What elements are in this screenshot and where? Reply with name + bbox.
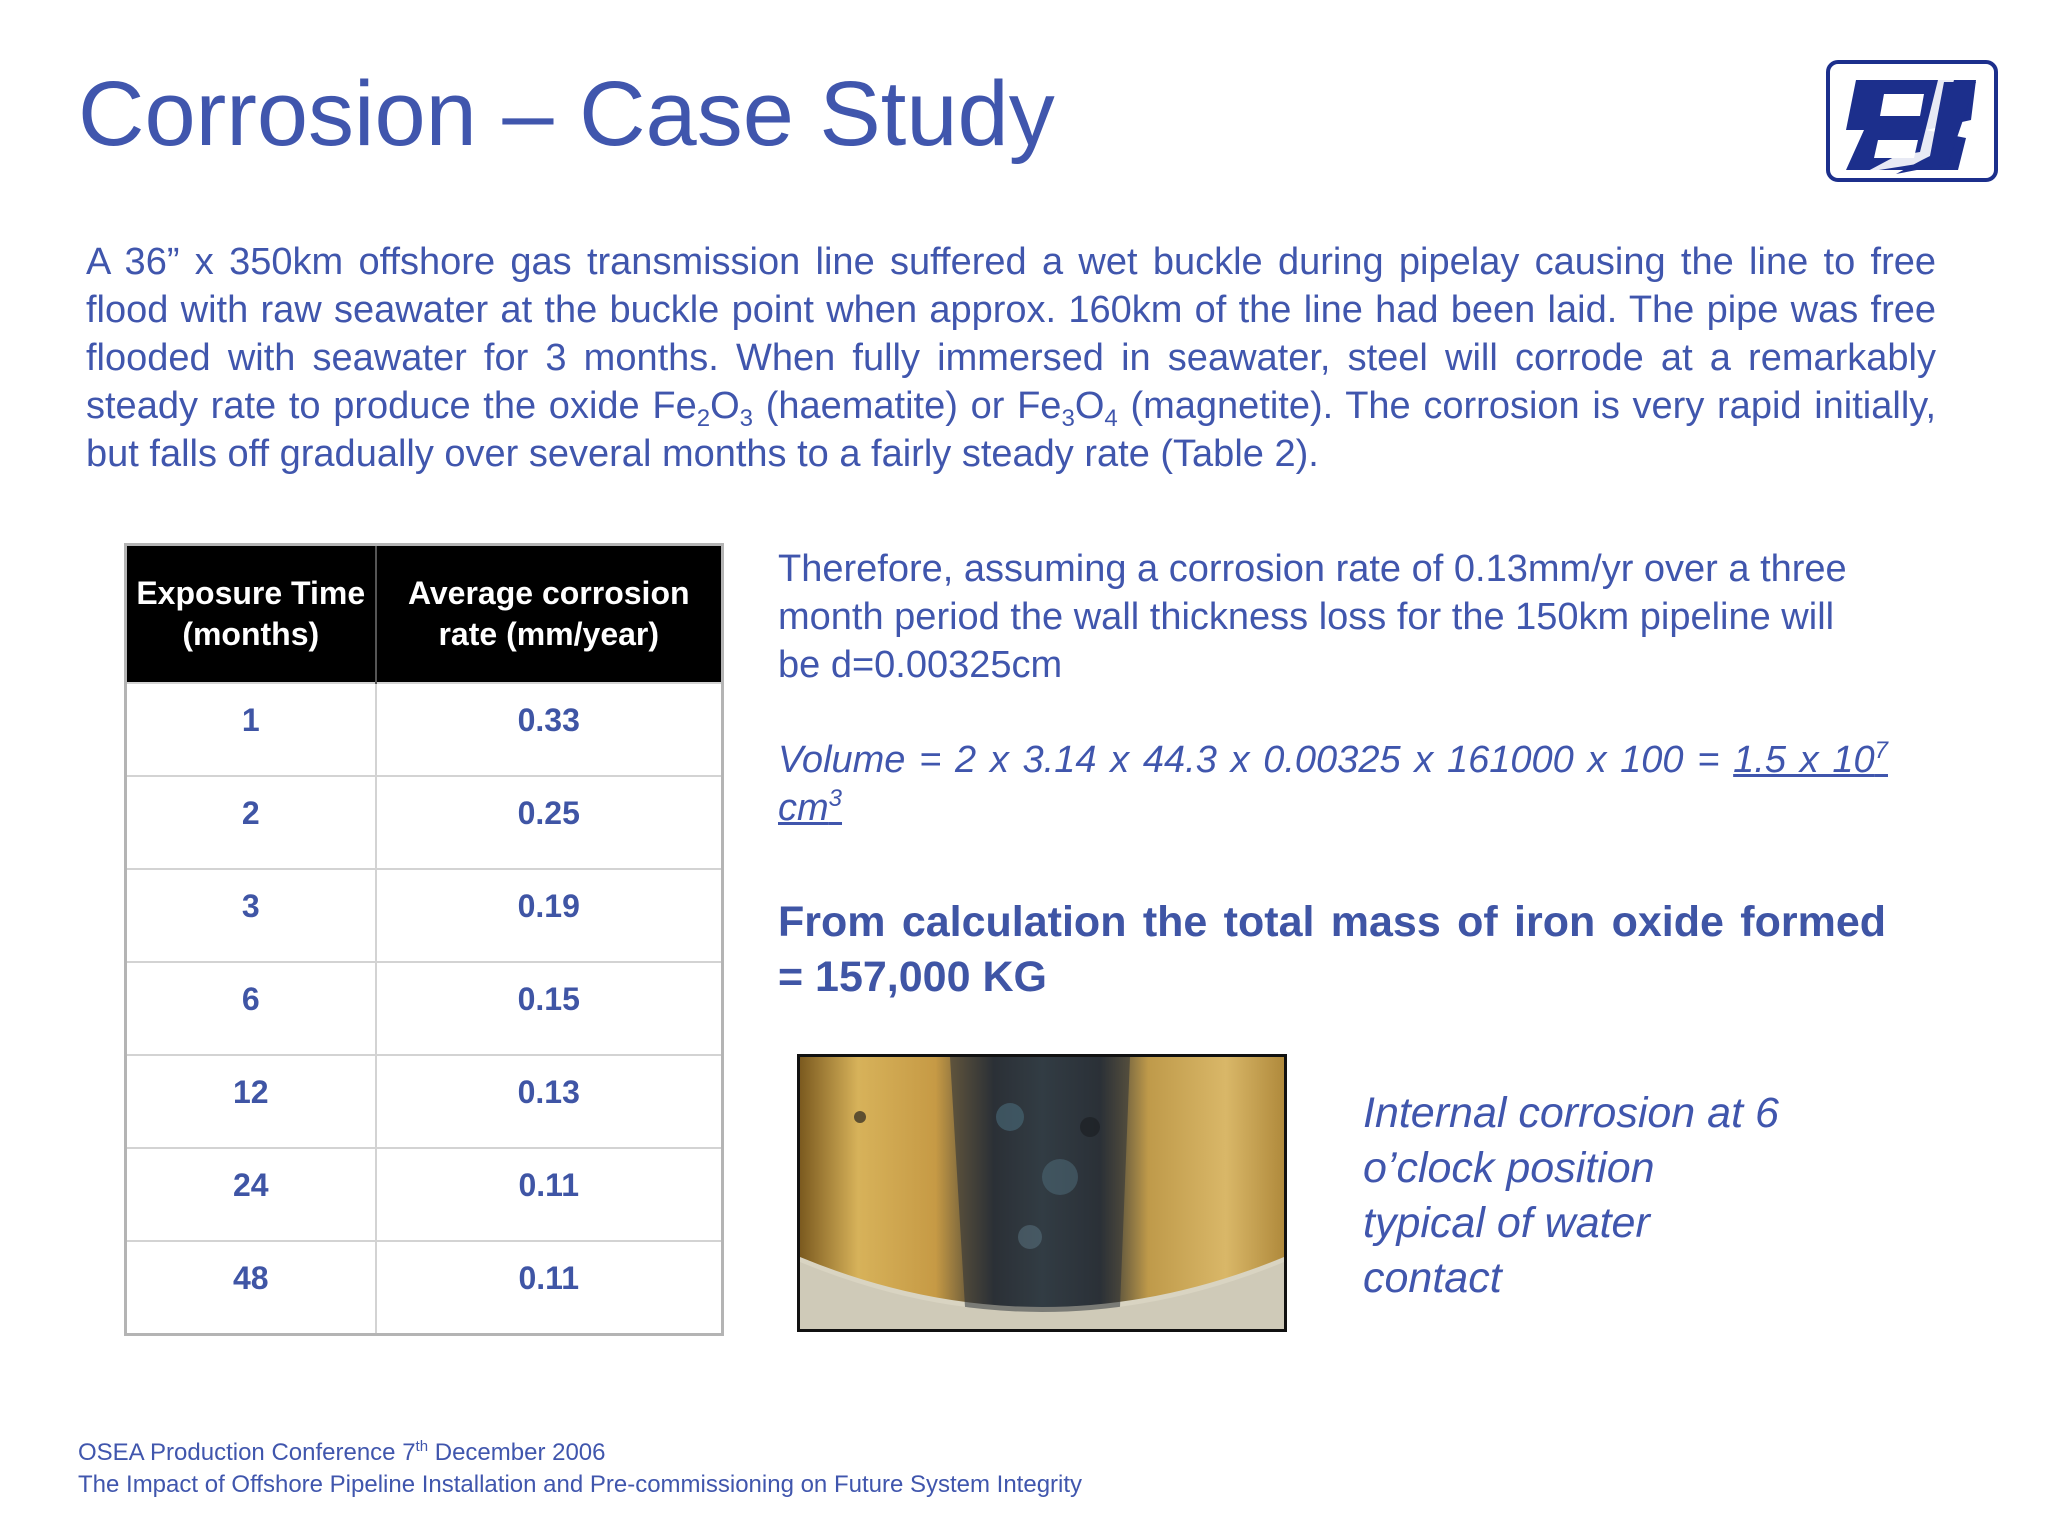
rate-cell: 0.33 — [376, 683, 723, 776]
wall-loss-text: Therefore, assuming a corrosion rate of 0.13mm/yr over a three month period the wall thickness loss for the 150km pipeline will be d=0.00325cm — [778, 548, 1847, 686]
slide-title: Corrosion – Case Study — [78, 63, 1055, 165]
table-row — [126, 776, 723, 869]
rate-cell: 0.19 — [376, 869, 723, 962]
exposure-cell: 12 — [126, 1055, 376, 1148]
corrosion-rate-table — [124, 543, 724, 1336]
header-corrosion-rate: Average corrosion rate (mm/year) — [376, 545, 723, 684]
exposure-cell: 3 — [126, 869, 376, 962]
footer-conference: OSEA Production Conference 7th December 2006 — [78, 1438, 606, 1466]
table-row — [126, 962, 723, 1055]
header-exposure-time: Exposure Time (months) — [126, 545, 376, 684]
table-row — [126, 1148, 723, 1241]
bj-logo-icon — [1826, 60, 1998, 182]
volume-result: 1.5 x $10^7$ $cm^3$ — [778, 737, 1888, 829]
rate-cell: 0.11 — [376, 1148, 723, 1241]
exposure-cell: 6 — [126, 962, 376, 1055]
rate-cell: 0.15 — [376, 962, 723, 1055]
exposure-cell: 1 — [126, 683, 376, 776]
intro-paragraph: A 36” x 350km offshore gas transmission line suffered a wet buckle during pipelay causing the line to free flood with raw seawater at the buckle point when approx. 160km of the line had been laid. The pipe was free flooded with seawater for 3 months. When fully immersed in seawater, steel will corrode at a remarkably steady rate to produce the oxide $Fe_2O_3$ (haematite) or $Fe_3O_4$ (magnetite). The corrosion is very rapid initially, but falls off gradually over several months to a fairly steady rate (Table 2). — [86, 241, 1937, 475]
photo-caption: Internal corrosion at 6 o’clock position typical of water contact — [1363, 1089, 1779, 1302]
iron-oxide-mass-text: From calculation the total mass of iron oxide formed = 157,000 KG — [778, 898, 1886, 1001]
corrosion-photo — [797, 1054, 1287, 1332]
pipe-interior-image — [800, 1057, 1284, 1329]
bj-logo — [1826, 60, 1998, 182]
table-row — [126, 1055, 723, 1148]
footer-paper-title: The Impact of Offshore Pipeline Installation and Pre-commissioning on Future System Integrity — [78, 1471, 1083, 1498]
table-row — [126, 1241, 723, 1334]
footer — [78, 1437, 1082, 1501]
exposure-cell: 2 — [126, 776, 376, 869]
volume-equation: Volume = 2 x 3.14 x 44.3 x 0.00325 x 161000 x 100 = 1.5 x $10^7$ $cm^3$ — [778, 737, 1888, 829]
table-row — [126, 683, 723, 776]
table-row — [126, 869, 723, 962]
exposure-cell: 48 — [126, 1241, 376, 1334]
rate-cell: 0.13 — [376, 1055, 723, 1148]
table-header-row — [126, 545, 723, 684]
rate-cell: 0.25 — [376, 776, 723, 869]
exposure-cell: 24 — [126, 1148, 376, 1241]
rate-cell: 0.11 — [376, 1241, 723, 1334]
